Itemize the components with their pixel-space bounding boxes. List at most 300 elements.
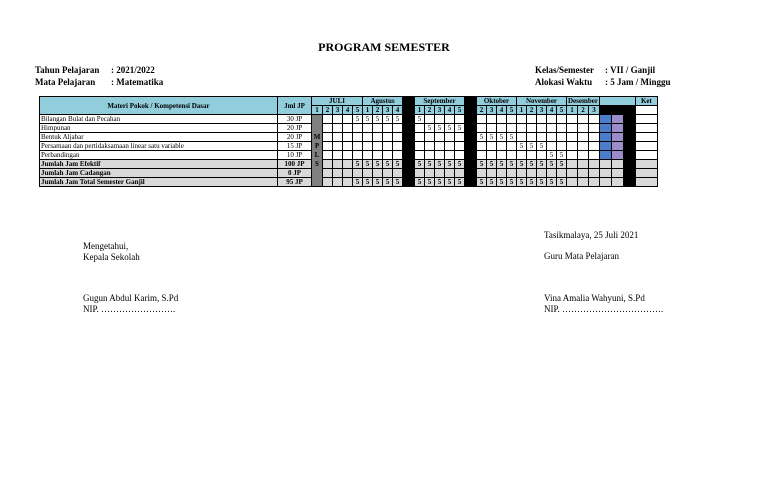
week-cell: 5 (445, 124, 455, 133)
holiday-cell (623, 133, 635, 142)
info-row-alokasi: Alokasi Waktu : 5 Jam / Minggu (535, 77, 671, 87)
week-header: 4 (497, 106, 507, 115)
separator-cell (465, 115, 477, 124)
week-cell (393, 151, 403, 160)
week-header: 4 (343, 106, 353, 115)
holiday-cell (611, 178, 623, 187)
week-cell (353, 133, 363, 142)
separator-col (465, 97, 477, 115)
week-header: 4 (547, 106, 557, 115)
week-cell (425, 151, 435, 160)
week-cell: 5 (517, 160, 527, 169)
separator-col (599, 97, 635, 106)
week-cell (333, 151, 343, 160)
week-cell (323, 115, 333, 124)
week-cell (577, 124, 588, 133)
week-cell (477, 124, 487, 133)
week-cell (527, 115, 537, 124)
row-jp: 100 JP (278, 160, 312, 169)
info-left (35, 64, 163, 88)
week-header: 3 (435, 106, 445, 115)
week-header: 2 (477, 106, 487, 115)
separator-cell (403, 133, 415, 142)
week-cell: 5 (455, 160, 465, 169)
week-cell (455, 151, 465, 160)
week-cell (567, 160, 578, 169)
week-cell (343, 151, 353, 160)
week-cell (445, 151, 455, 160)
week-cell (383, 142, 393, 151)
week-cell: 5 (363, 178, 373, 187)
holiday-cell (623, 160, 635, 169)
week-cell (577, 160, 588, 169)
week-cell (333, 133, 343, 142)
week-cell (445, 115, 455, 124)
week-cell (517, 151, 527, 160)
week-cell (497, 169, 507, 178)
week-cell (547, 115, 557, 124)
week-cell (445, 169, 455, 178)
week-cell (557, 142, 567, 151)
week-cell: 5 (527, 160, 537, 169)
week-cell (373, 124, 383, 133)
holiday-cell (599, 151, 611, 160)
week-header: 3 (383, 106, 393, 115)
mpls-cell (312, 115, 323, 187)
week-cell: 5 (497, 178, 507, 187)
week-cell (373, 133, 383, 142)
week-cell (333, 142, 343, 151)
week-cell: 5 (517, 142, 527, 151)
week-cell (383, 124, 393, 133)
week-cell (323, 160, 333, 169)
week-cell (567, 142, 578, 151)
week-cell (527, 169, 537, 178)
week-cell: 5 (435, 160, 445, 169)
week-cell (363, 124, 373, 133)
month-header: Desember (568, 97, 598, 105)
week-cell: 5 (527, 178, 537, 187)
week-cell (507, 151, 517, 160)
holiday-cell (599, 160, 611, 169)
week-cell (567, 178, 578, 187)
week-cell: 5 (353, 178, 363, 187)
week-header: 2 (527, 106, 537, 115)
ket-cell (635, 151, 657, 160)
week-cell (537, 115, 547, 124)
week-cell (537, 169, 547, 178)
week-cell: 5 (507, 178, 517, 187)
separator-cell (465, 169, 477, 178)
week-cell: 5 (393, 160, 403, 169)
week-cell (577, 142, 588, 151)
holiday-cell (599, 142, 611, 151)
row-label: Perbandingan (40, 151, 278, 160)
week-cell: 5 (507, 160, 517, 169)
week-cell (577, 169, 588, 178)
row-label: Persamaan dan pertidaksamaan linear satu variable (40, 142, 278, 151)
week-cell: 5 (537, 178, 547, 187)
week-cell (567, 133, 578, 142)
ket-cell (635, 142, 657, 151)
holiday-cell (611, 115, 623, 124)
week-cell: 5 (455, 178, 465, 187)
week-cell (343, 142, 353, 151)
week-cell (567, 124, 578, 133)
separator-cell (465, 142, 477, 151)
week-cell (445, 142, 455, 151)
week-cell (487, 124, 497, 133)
week-cell: 5 (537, 160, 547, 169)
separator-cell (403, 178, 415, 187)
week-cell (588, 160, 599, 169)
week-cell (588, 169, 599, 178)
week-cell (527, 133, 537, 142)
week-cell (477, 115, 487, 124)
week-cell (333, 169, 343, 178)
col-header-ket-blank (635, 106, 657, 115)
week-cell: 5 (373, 160, 383, 169)
week-header: 3 (588, 106, 599, 115)
week-cell: 5 (547, 178, 557, 187)
week-cell (547, 169, 557, 178)
holiday-cell (611, 124, 623, 133)
week-cell (527, 124, 537, 133)
week-cell: 5 (557, 160, 567, 169)
info-row-mapel: Mata Pelajaran : Matematika (35, 77, 164, 87)
week-cell: 5 (477, 133, 487, 142)
week-cell: 5 (363, 160, 373, 169)
week-cell (353, 151, 363, 160)
signature-left-name (83, 293, 178, 315)
week-cell (333, 124, 343, 133)
week-cell (497, 151, 507, 160)
mpls-label: M P L S (313, 132, 321, 168)
week-cell (425, 133, 435, 142)
week-cell (537, 151, 547, 160)
week-cell (577, 151, 588, 160)
week-cell (393, 133, 403, 142)
week-cell: 5 (425, 160, 435, 169)
holiday-cell (599, 124, 611, 133)
week-cell: 5 (425, 178, 435, 187)
row-jp: 0 JP (278, 169, 312, 178)
week-cell: 5 (373, 178, 383, 187)
week-cell: 5 (383, 160, 393, 169)
week-cell (497, 142, 507, 151)
week-cell: 5 (537, 142, 547, 151)
separator-cell (403, 160, 415, 169)
week-cell: 5 (517, 178, 527, 187)
separator-col (611, 106, 623, 115)
month-header: Oktober (477, 97, 517, 106)
info-row-tahun: Tahun Pelajaran : 2021/2022 (35, 65, 155, 75)
week-cell (333, 160, 343, 169)
holiday-cell (611, 133, 623, 142)
sig-right-line2: Guru Mata Pelajaran (544, 251, 619, 261)
col-header-jml: Jml JP (278, 97, 312, 115)
holiday-cell (623, 124, 635, 133)
sig-left-nip: NIP. ……………………. (83, 304, 176, 314)
week-cell: 5 (455, 124, 465, 133)
row-label: Bilangan Bulat dan Pecahan (40, 115, 278, 124)
col-header-ket: Ket (635, 97, 657, 106)
week-cell: 5 (557, 178, 567, 187)
week-cell (477, 151, 487, 160)
row-jp: 15 JP (278, 142, 312, 151)
week-header: 1 (567, 106, 578, 115)
week-cell (343, 115, 353, 124)
holiday-cell (611, 169, 623, 178)
row-jp: 20 JP (278, 133, 312, 142)
week-cell (383, 133, 393, 142)
row-jp: 20 JP (278, 124, 312, 133)
week-header: 2 (373, 106, 383, 115)
holiday-cell (623, 169, 635, 178)
holiday-cell (623, 178, 635, 187)
week-cell (497, 115, 507, 124)
month-header: JULI (312, 97, 363, 106)
week-cell (507, 124, 517, 133)
week-cell (425, 169, 435, 178)
semester-table (39, 96, 658, 187)
week-cell (435, 115, 445, 124)
header-row-months (40, 97, 658, 106)
week-cell (455, 133, 465, 142)
week-cell (435, 142, 445, 151)
week-header: 1 (415, 106, 425, 115)
week-cell (507, 142, 517, 151)
holiday-cell (623, 151, 635, 160)
week-cell (323, 169, 333, 178)
week-cell (343, 160, 353, 169)
week-cell: 5 (383, 115, 393, 124)
week-cell: 5 (487, 178, 497, 187)
month-header: November (517, 97, 567, 106)
week-cell (567, 169, 578, 178)
sig-right-nip: NIP. ……………………………. (544, 304, 664, 314)
week-cell: 5 (547, 151, 557, 160)
week-cell: 5 (353, 115, 363, 124)
separator-cell (403, 169, 415, 178)
week-cell (477, 142, 487, 151)
table-row (40, 133, 658, 142)
week-cell (537, 133, 547, 142)
week-cell (435, 169, 445, 178)
month-header: Agustus (363, 97, 403, 106)
row-label: Himpunan (40, 124, 278, 133)
holiday-cell (599, 178, 611, 187)
week-cell (415, 151, 425, 160)
row-label: Bentuk Aljabar (40, 133, 278, 142)
week-cell (517, 169, 527, 178)
week-cell (333, 115, 343, 124)
week-cell: 5 (487, 160, 497, 169)
week-cell (557, 115, 567, 124)
ket-cell (635, 115, 657, 124)
week-header: 3 (537, 106, 547, 115)
week-cell (487, 169, 497, 178)
week-cell (425, 142, 435, 151)
week-cell (373, 151, 383, 160)
week-cell (373, 169, 383, 178)
week-cell (588, 133, 599, 142)
week-cell (588, 142, 599, 151)
week-header: 1 (517, 106, 527, 115)
week-header: 3 (333, 106, 343, 115)
week-cell (415, 124, 425, 133)
week-header: 5 (353, 106, 363, 115)
table-row (40, 178, 658, 187)
week-cell (577, 115, 588, 124)
week-cell (497, 124, 507, 133)
week-cell (435, 151, 445, 160)
week-cell (537, 124, 547, 133)
week-cell: 5 (393, 178, 403, 187)
week-header: 4 (445, 106, 455, 115)
week-cell: 5 (415, 160, 425, 169)
separator-cell (465, 151, 477, 160)
week-cell (588, 151, 599, 160)
month-header: September (415, 97, 465, 106)
separator-cell (465, 124, 477, 133)
week-cell: 5 (497, 133, 507, 142)
table-row (40, 151, 658, 160)
week-cell (567, 151, 578, 160)
week-cell (363, 169, 373, 178)
week-cell (343, 133, 353, 142)
week-cell (547, 142, 557, 151)
week-cell (588, 124, 599, 133)
week-header: 1 (312, 106, 323, 115)
week-cell: 5 (363, 115, 373, 124)
week-cell (435, 133, 445, 142)
week-cell (425, 115, 435, 124)
week-cell (415, 142, 425, 151)
week-cell (363, 133, 373, 142)
week-cell (363, 142, 373, 151)
row-label: Jumlah Jam Cadangan (40, 169, 278, 178)
week-cell: 5 (507, 133, 517, 142)
week-cell (557, 133, 567, 142)
week-header: 3 (487, 106, 497, 115)
week-header: 5 (455, 106, 465, 115)
week-cell (383, 151, 393, 160)
ket-cell (635, 169, 657, 178)
week-cell (507, 169, 517, 178)
sig-left-name: Gugun Abdul Karim, S.Pd (83, 293, 179, 303)
separator-cell (403, 124, 415, 133)
separator-cell (465, 160, 477, 169)
week-cell: 5 (383, 178, 393, 187)
week-cell (323, 142, 333, 151)
week-cell: 5 (527, 142, 537, 151)
holiday-cell (623, 115, 635, 124)
holiday-cell (611, 142, 623, 151)
page-title: PROGRAM SEMESTER (318, 40, 450, 54)
signature-left (83, 241, 140, 263)
ket-cell (635, 178, 657, 187)
week-cell (588, 115, 599, 124)
row-jp: 95 JP (278, 178, 312, 187)
sig-right-name: Vina Amalia Wahyuni, S.Pd (544, 293, 645, 303)
week-cell (527, 151, 537, 160)
week-header: 4 (393, 106, 403, 115)
week-cell (455, 169, 465, 178)
week-cell (353, 124, 363, 133)
week-header: 1 (363, 106, 373, 115)
holiday-cell (623, 142, 635, 151)
week-cell (507, 115, 517, 124)
week-cell (363, 151, 373, 160)
week-cell (323, 124, 333, 133)
separator-cell (465, 178, 477, 187)
week-cell (487, 142, 497, 151)
holiday-cell (599, 133, 611, 142)
holiday-cell (599, 169, 611, 178)
week-cell (333, 178, 343, 187)
week-cell: 5 (477, 178, 487, 187)
separator-cell (403, 115, 415, 124)
week-cell (517, 133, 527, 142)
week-cell: 5 (435, 124, 445, 133)
separator-cell (403, 142, 415, 151)
week-cell (588, 178, 599, 187)
week-cell: 5 (425, 124, 435, 133)
week-header: 5 (507, 106, 517, 115)
week-cell (487, 151, 497, 160)
week-cell (517, 124, 527, 133)
row-jp: 30 JP (278, 115, 312, 124)
week-header: 2 (425, 106, 435, 115)
week-cell: 5 (445, 178, 455, 187)
separator-col (623, 106, 635, 115)
week-cell (415, 169, 425, 178)
week-cell (567, 115, 578, 124)
sig-left-line2: Kepala Sekolah (83, 252, 140, 262)
week-cell (343, 178, 353, 187)
week-cell: 5 (557, 151, 567, 160)
col-header-materi: Materi Pokok / Kompetensi Dasar (40, 97, 278, 115)
week-cell (455, 115, 465, 124)
week-cell (415, 133, 425, 142)
ket-cell (635, 160, 657, 169)
ket-cell (635, 124, 657, 133)
info-right (535, 64, 671, 88)
row-label: Jumlah Jam Total Semester Ganjil (40, 178, 278, 187)
week-cell: 5 (415, 115, 425, 124)
table-row (40, 169, 658, 178)
week-cell (517, 115, 527, 124)
holiday-cell (611, 160, 623, 169)
week-cell (343, 169, 353, 178)
week-cell (373, 142, 383, 151)
row-label: Jumlah Jam Efektif (40, 160, 278, 169)
week-cell (393, 124, 403, 133)
week-cell (393, 169, 403, 178)
info-row-kelas: Kelas/Semester : VII / Ganjil (535, 65, 656, 75)
week-cell: 5 (353, 160, 363, 169)
week-cell (383, 169, 393, 178)
week-cell (557, 169, 567, 178)
week-cell (445, 133, 455, 142)
separator-col (403, 97, 415, 115)
table-row (40, 142, 658, 151)
week-cell (323, 178, 333, 187)
week-cell: 5 (497, 160, 507, 169)
holiday-cell (611, 151, 623, 160)
week-cell (577, 178, 588, 187)
